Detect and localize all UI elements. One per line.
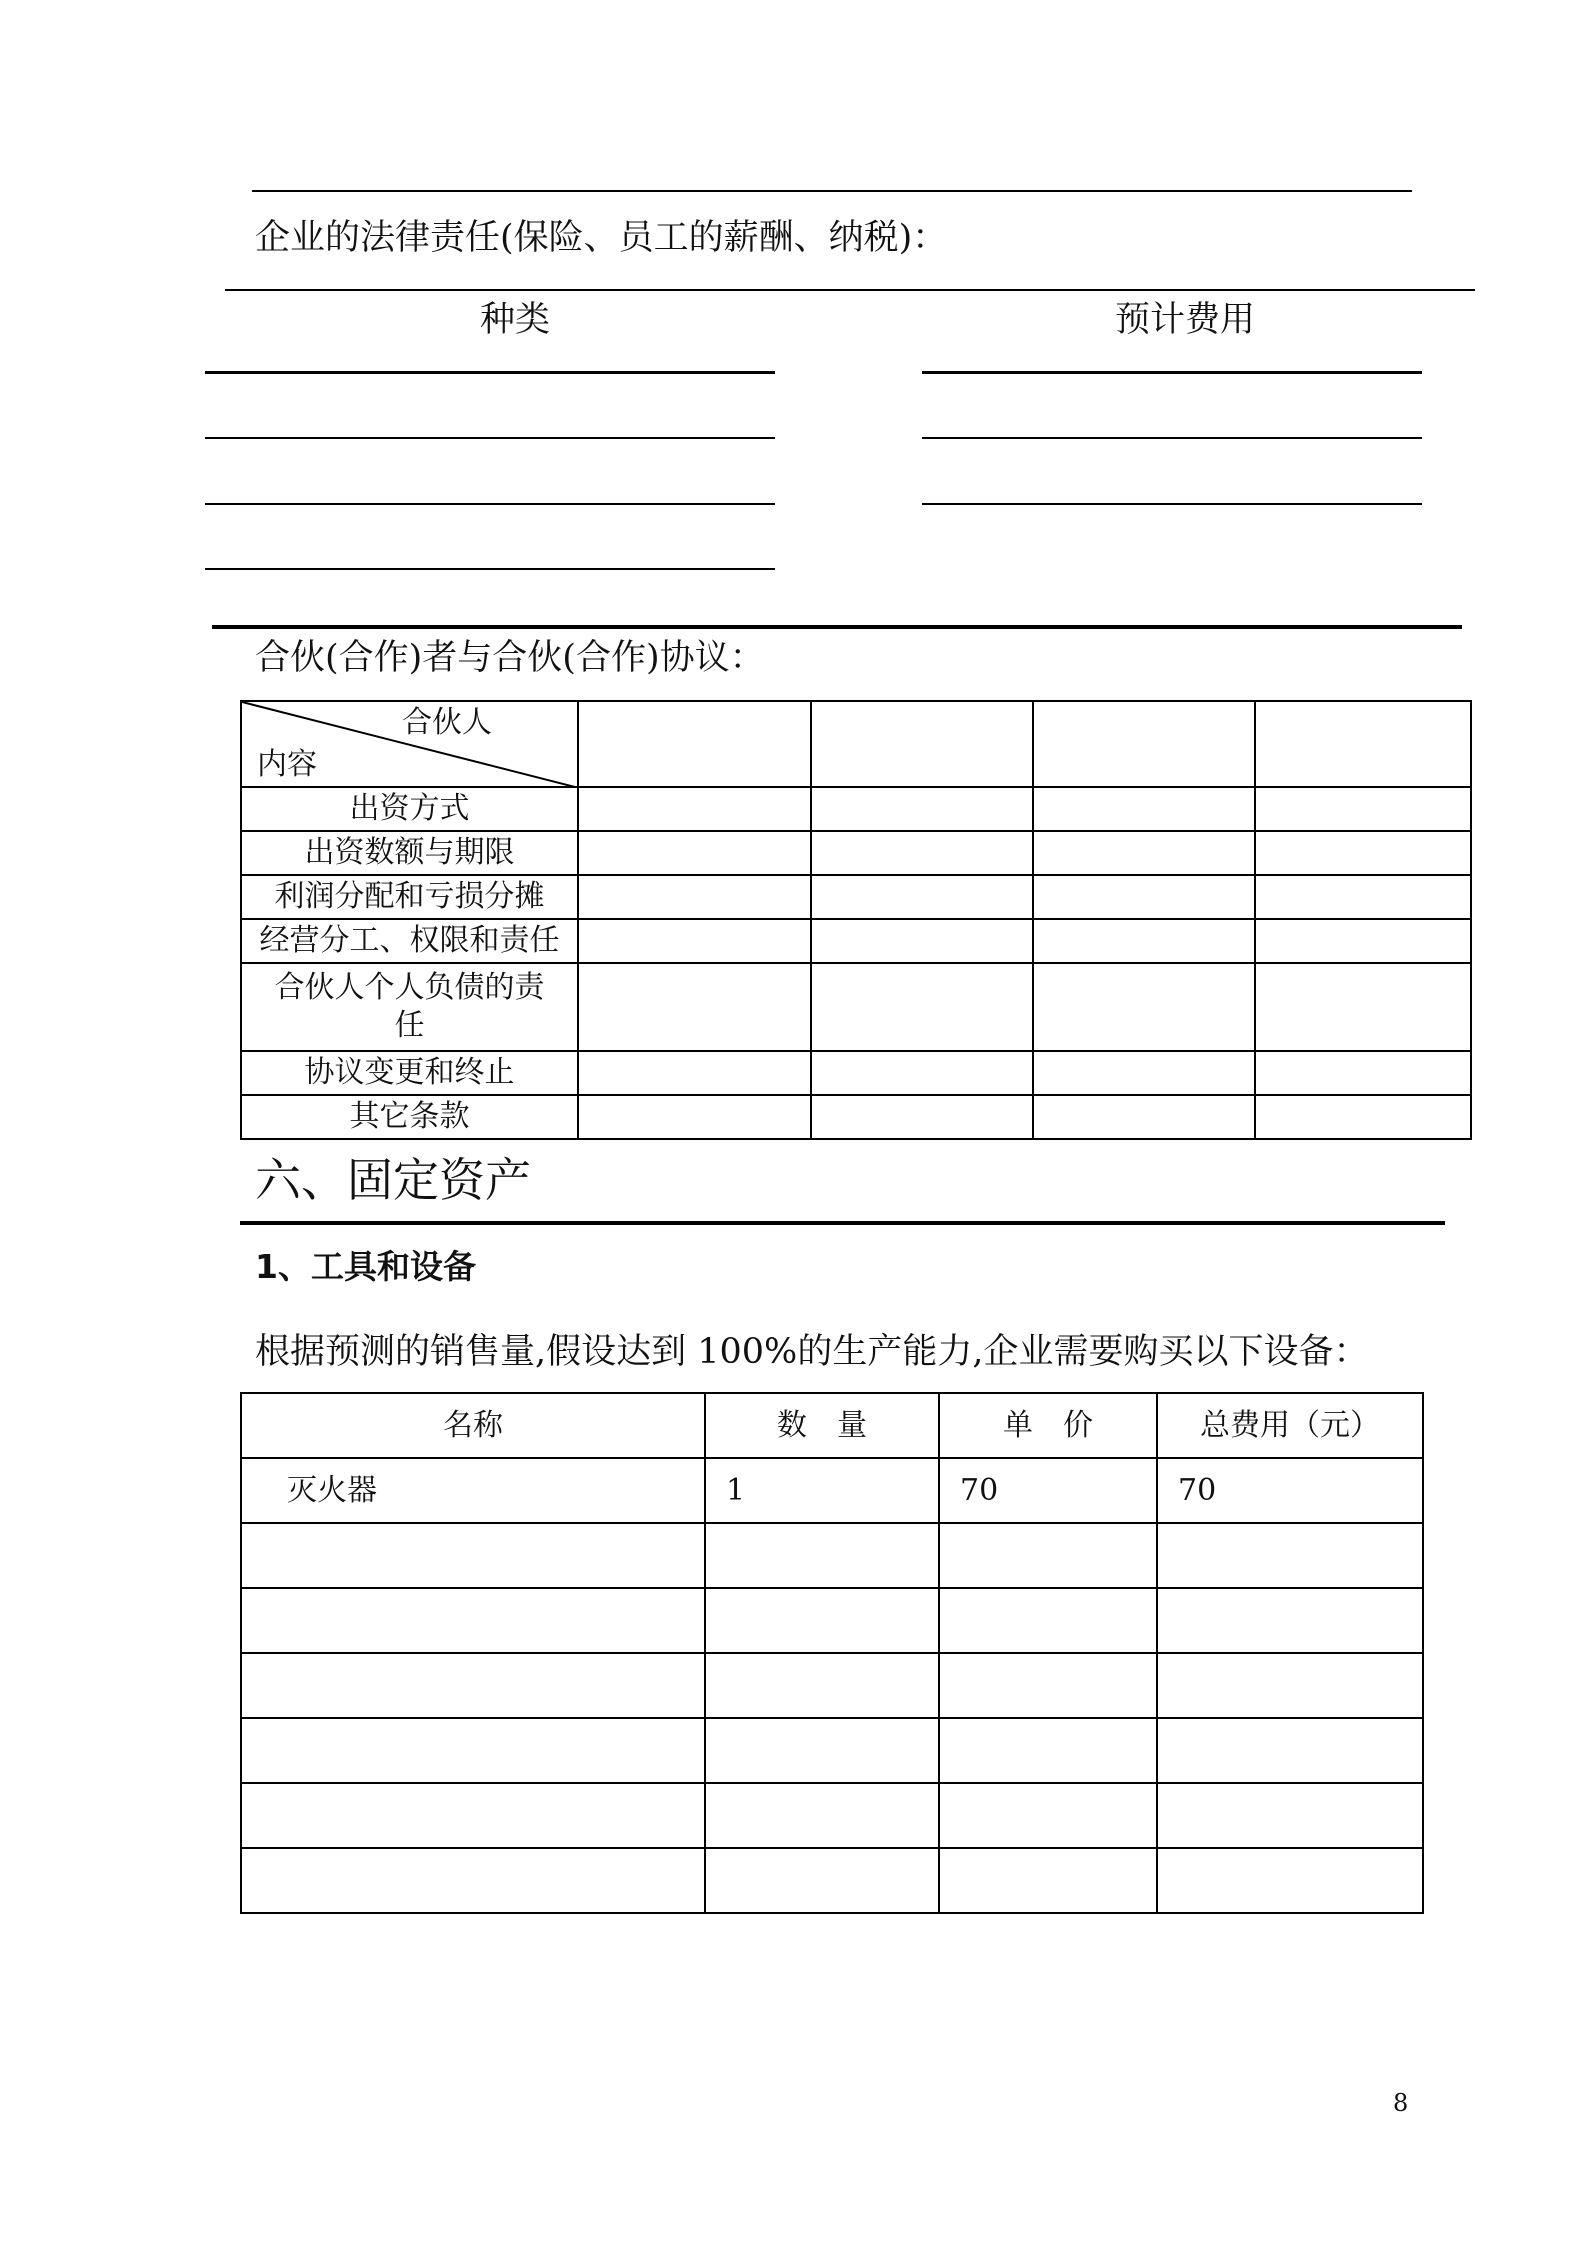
partner-cell[interactable] — [578, 831, 811, 875]
legal-heading: 企业的法律责任(保险、员工的薪酬、纳税)： — [255, 218, 948, 258]
partner-cell[interactable] — [1255, 919, 1471, 963]
equipment-qty-cell[interactable] — [705, 1848, 939, 1913]
partner-cell[interactable] — [811, 701, 1033, 787]
equipment-price-cell[interactable] — [939, 1588, 1157, 1653]
partner-cell[interactable] — [578, 963, 811, 1051]
equipment-name-cell[interactable] — [241, 1588, 705, 1653]
partner-cell[interactable] — [811, 875, 1033, 919]
top-rule — [252, 190, 1412, 192]
partner-row-label: 协议变更和终止 — [241, 1051, 578, 1095]
equipment-header-price: 单 价 — [939, 1393, 1157, 1458]
equipment-name-cell[interactable] — [241, 1783, 705, 1848]
partner-row-label: 利润分配和亏损分摊 — [241, 875, 578, 919]
partner-row-label: 出资方式 — [241, 787, 578, 831]
equipment-table — [240, 1392, 1424, 1914]
equipment-name-cell[interactable]: 灭火器 — [241, 1458, 705, 1523]
partner-cell[interactable] — [1255, 1051, 1471, 1095]
page-number: 8 — [1393, 2089, 1409, 2117]
partner-row-label: 出资数额与期限 — [241, 831, 578, 875]
partner-cell[interactable] — [1033, 1095, 1255, 1139]
equipment-qty-cell[interactable] — [705, 1783, 939, 1848]
partner-cell[interactable] — [578, 919, 811, 963]
section-rule — [240, 1221, 1445, 1225]
legal-col-type: 种类 — [479, 300, 550, 340]
equipment-name-cell[interactable] — [241, 1848, 705, 1913]
partner-cell[interactable] — [578, 1051, 811, 1095]
legal-type-line — [205, 568, 775, 570]
equipment-price-cell[interactable] — [939, 1848, 1157, 1913]
partner-cell[interactable] — [578, 875, 811, 919]
partner-cell[interactable] — [811, 919, 1033, 963]
equipment-name-cell[interactable] — [241, 1523, 705, 1588]
equipment-price-cell[interactable] — [939, 1718, 1157, 1783]
equipment-header-name: 名称 — [241, 1393, 705, 1458]
legal-header-rule — [225, 289, 1475, 291]
partner-cell[interactable] — [811, 1051, 1033, 1095]
legal-cost-line — [922, 503, 1422, 505]
legal-col-cost: 预计费用 — [1114, 300, 1255, 340]
section-title: 六、固定资产 — [255, 1153, 531, 1207]
partner-cell[interactable] — [578, 701, 811, 787]
section-intro: 根据预测的销售量,假设达到 100%的生产能力,企业需要购买以下设备： — [255, 1332, 1369, 1372]
diag-top-label: 合伙人 — [402, 705, 492, 740]
equipment-price-cell[interactable] — [939, 1653, 1157, 1718]
partner-row-label: 其它条款 — [241, 1095, 578, 1139]
partner-cell[interactable] — [811, 831, 1033, 875]
equipment-qty-cell[interactable] — [705, 1718, 939, 1783]
equipment-total-cell[interactable] — [1157, 1718, 1423, 1783]
equipment-header-qty: 数 量 — [705, 1393, 939, 1458]
partner-cell[interactable] — [1033, 919, 1255, 963]
equipment-qty-cell[interactable] — [705, 1588, 939, 1653]
partner-cell[interactable] — [1255, 875, 1471, 919]
partner-table — [240, 700, 1472, 1140]
partner-row-label: 合伙人个人负债的责任 — [241, 963, 578, 1051]
diag-bottom-label: 内容 — [257, 747, 317, 782]
partner-cell[interactable] — [1255, 1095, 1471, 1139]
partner-cell[interactable] — [811, 787, 1033, 831]
equipment-price-cell[interactable] — [939, 1783, 1157, 1848]
partner-cell[interactable] — [1033, 963, 1255, 1051]
partner-cell[interactable] — [1255, 963, 1471, 1051]
equipment-name-cell[interactable] — [241, 1718, 705, 1783]
equipment-qty-cell[interactable] — [705, 1523, 939, 1588]
partner-cell[interactable] — [811, 1095, 1033, 1139]
partner-cell[interactable] — [1033, 831, 1255, 875]
partner-cell[interactable] — [1255, 831, 1471, 875]
partner-cell[interactable] — [1033, 1051, 1255, 1095]
partner-rule — [212, 625, 1462, 629]
equipment-price-cell[interactable]: 70 — [939, 1458, 1157, 1523]
partner-cell[interactable] — [578, 1095, 811, 1139]
legal-cost-line — [922, 371, 1422, 374]
equipment-total-cell[interactable] — [1157, 1653, 1423, 1718]
partner-cell[interactable] — [1033, 875, 1255, 919]
equipment-qty-cell[interactable] — [705, 1653, 939, 1718]
diagonal-header-cell — [241, 701, 578, 787]
partner-heading: 合伙(合作)者与合伙(合作)协议： — [255, 638, 765, 678]
partner-cell[interactable] — [1255, 787, 1471, 831]
partner-cell[interactable] — [811, 963, 1033, 1051]
partner-cell[interactable] — [1033, 701, 1255, 787]
partner-row-label: 经营分工、权限和责任 — [241, 919, 578, 963]
equipment-total-cell[interactable]: 70 — [1157, 1458, 1423, 1523]
equipment-total-cell[interactable] — [1157, 1848, 1423, 1913]
equipment-total-cell[interactable] — [1157, 1523, 1423, 1588]
equipment-qty-cell[interactable]: 1 — [705, 1458, 939, 1523]
equipment-name-cell[interactable] — [241, 1653, 705, 1718]
equipment-total-cell[interactable] — [1157, 1588, 1423, 1653]
section-subtitle: 1、工具和设备 — [255, 1247, 476, 1286]
legal-type-line — [205, 503, 775, 505]
equipment-total-cell[interactable] — [1157, 1783, 1423, 1848]
equipment-price-cell[interactable] — [939, 1523, 1157, 1588]
partner-cell[interactable] — [578, 787, 811, 831]
legal-type-line — [205, 437, 775, 439]
equipment-header-total: 总费用（元） — [1157, 1393, 1423, 1458]
legal-cost-line — [922, 437, 1422, 439]
partner-cell[interactable] — [1255, 701, 1471, 787]
partner-cell[interactable] — [1033, 787, 1255, 831]
legal-type-line — [205, 371, 775, 374]
